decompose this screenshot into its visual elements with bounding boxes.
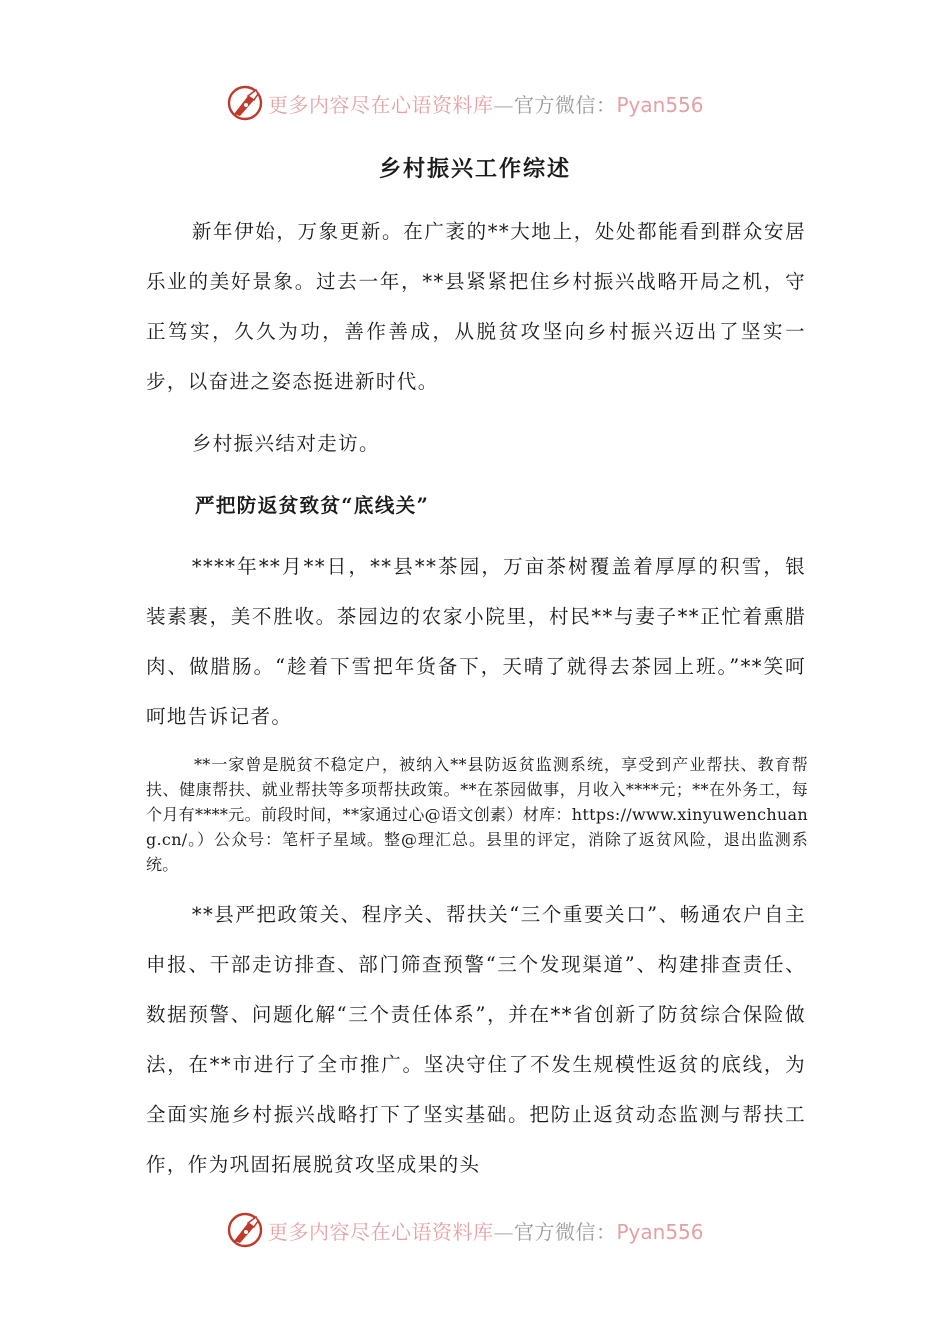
section-heading: 严把防返贫致贫“底线关” xyxy=(195,494,430,517)
document-title: 乡村振兴工作综述 xyxy=(378,156,571,182)
paragraph-intro: 新年伊始，万象更新。在广袤的**大地上，处处都能看到群众安居乐业的美好景象。过去一年，**县紧紧把住乡村振兴战略开局之机，守正笃实，久久为功，善作善成，从脱贫攻坚向乡村振兴迈出了坚实一步，以奋进之姿态挺进新时代。 xyxy=(146,220,806,393)
paragraph-visit: 乡村振兴结对走访。 xyxy=(191,432,380,455)
watermark-banner-top xyxy=(0,80,950,130)
banner-wechat-id: Pyan556 xyxy=(616,1220,704,1244)
paragraph-story: ****年**月**日，**县**茶园，万亩茶树覆盖着厚厚的积雪，银装素裹，美不胜收。茶园边的农家小院里，村民**与妻子**正忙着熏腊肉、做腊肠。“趁着下雪把年货备下，天晴了就得去茶园上班。”**笑呵呵地告诉记者。 xyxy=(146,555,806,728)
banner-slogan: 更多内容尽在心语资料库 xyxy=(268,1220,494,1244)
banner-dash: — xyxy=(493,93,514,117)
banner-dash: — xyxy=(493,1220,514,1244)
banner-wechat-label: 官方微信： xyxy=(514,93,617,117)
banner-wechat-id: Pyan556 xyxy=(616,93,704,117)
watermark-banner-bottom xyxy=(0,1207,950,1257)
banner-slogan: 更多内容尽在心语资料库 xyxy=(268,93,494,117)
banner-text xyxy=(268,89,704,118)
banner-wechat-label: 官方微信： xyxy=(514,1220,617,1244)
paragraph-policy: **县严把政策关、程序关、帮扶关“三个重要关口”、畅通农户自主申报、干部走访排查、部门筛查预警“三个发现渠道”、构建排查责任、数据预警、问题化解“三个责任体系”，并在**省创新了防贫综合保险做法，在**市进行了全市推广。坚决守住了不发生规模性返贫的底线，为全面实施乡村振兴战略打下了坚实基础。把防止返贫动态监测与帮扶工作，作为巩固拓展脱贫攻坚成果的头 xyxy=(146,903,806,1176)
banner-text xyxy=(268,1216,704,1245)
pen-nib-logo-icon xyxy=(226,1211,264,1249)
paragraph-small-print: **一家曾是脱贫不稳定户，被纳入**县防返贫监测系统，享受到产业帮扶、教育帮扶、健康帮扶、就业帮扶等多项帮扶政策。**在茶园做事，月收入****元；**在外务工，每个月有****元。前段时间，**家通过心@语文创素）材库：https://www.xinyuwenchuang.cn/。）公众号：笔杆子星域。整@理汇总。县里的评定，消除了返贫风险，退出监测系统。 xyxy=(146,755,808,874)
pen-nib-logo-icon xyxy=(226,84,264,122)
